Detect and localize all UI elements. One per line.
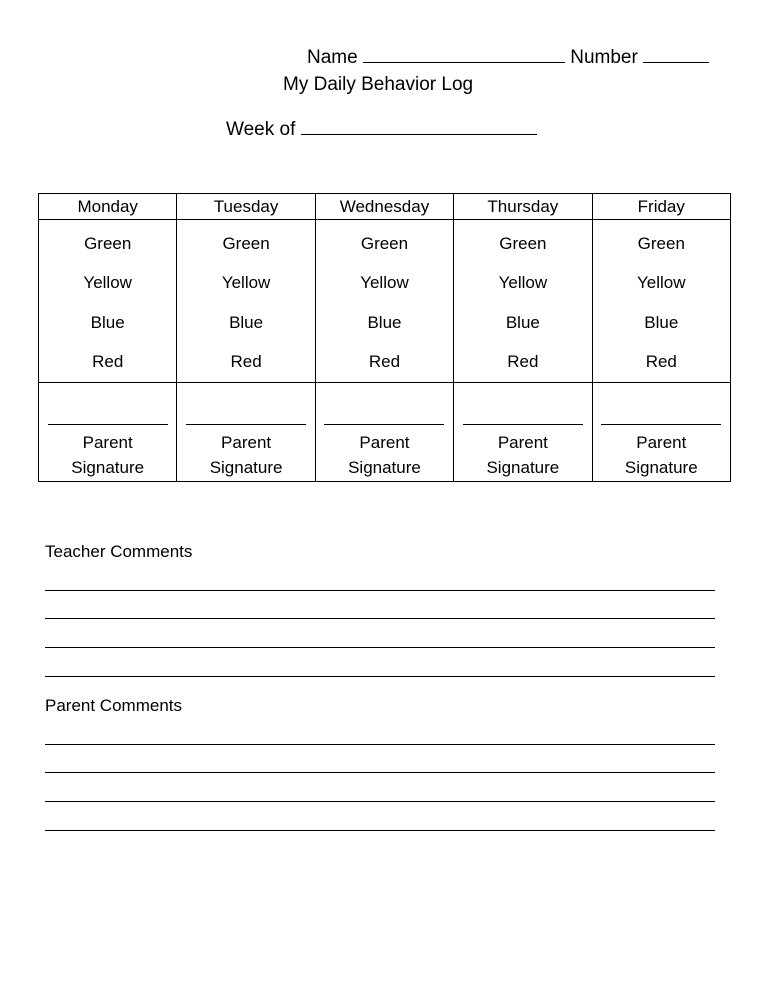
color-option-yellow[interactable]: Yellow [83, 273, 132, 293]
parent-comment-line[interactable] [45, 744, 715, 745]
color-option-green[interactable]: Green [499, 234, 547, 253]
color-option-blue[interactable]: Blue [229, 312, 264, 332]
color-option-blue[interactable]: Blue [367, 312, 402, 332]
color-option-green[interactable]: Green [84, 234, 132, 253]
teacher-comment-line[interactable] [45, 590, 715, 591]
signature-label-parent: Parent [82, 432, 133, 452]
day-color-cell [592, 220, 730, 383]
name-number-line [307, 47, 709, 69]
color-option-yellow[interactable]: Yellow [221, 273, 271, 293]
name-label: Name [307, 47, 358, 68]
color-option-red[interactable]: Red [230, 352, 262, 372]
day-header: Monday [39, 194, 177, 220]
color-option-green[interactable]: Green [637, 234, 685, 253]
behavior-log-table [38, 193, 731, 482]
number-field[interactable] [643, 47, 709, 63]
color-option-yellow[interactable]: Yellow [360, 273, 409, 293]
week-field[interactable] [301, 119, 537, 135]
signature-label-parent: Parent [636, 432, 687, 452]
signature-label-parent: Parent [359, 432, 410, 452]
signature-field[interactable] [463, 424, 583, 425]
signature-label-signature: Signature [624, 457, 698, 477]
day-header: Tuesday [177, 194, 315, 220]
number-label: Number [570, 47, 638, 68]
color-option-blue[interactable]: Blue [90, 312, 125, 332]
teacher-comments-label: Teacher Comments [45, 542, 193, 561]
signature-label-signature: Signature [71, 457, 145, 477]
signature-row [39, 382, 731, 481]
signature-field[interactable] [324, 424, 444, 425]
color-option-yellow[interactable]: Yellow [637, 273, 686, 293]
day-color-cell [39, 220, 177, 383]
parent-comment-line[interactable] [45, 801, 715, 802]
day-color-cell [177, 220, 315, 383]
color-option-yellow[interactable]: Yellow [498, 273, 548, 293]
color-option-blue[interactable]: Blue [644, 312, 679, 332]
color-option-green[interactable]: Green [360, 234, 409, 253]
signature-cell [177, 382, 315, 481]
signature-field[interactable] [601, 424, 721, 425]
color-option-red[interactable]: Red [368, 352, 401, 372]
day-header: Thursday [454, 194, 592, 220]
color-options-row [39, 220, 731, 383]
parent-comment-line[interactable] [45, 830, 715, 831]
day-header: Friday [592, 194, 730, 220]
signature-cell [592, 382, 730, 481]
signature-label-parent: Parent [497, 432, 548, 452]
day-header: Wednesday [315, 194, 453, 220]
signature-label-parent: Parent [221, 432, 272, 452]
day-header-row [39, 194, 731, 220]
color-option-red[interactable]: Red [645, 352, 677, 372]
week-label: Week of [226, 119, 296, 140]
page-title: My Daily Behavior Log [283, 74, 474, 95]
signature-field[interactable] [48, 424, 168, 425]
teacher-comment-line[interactable] [45, 618, 715, 619]
signature-cell [315, 382, 453, 481]
signature-cell [454, 382, 592, 481]
color-option-red[interactable]: Red [92, 352, 124, 372]
signature-cell [39, 382, 177, 481]
signature-label-signature: Signature [348, 457, 421, 477]
signature-label-signature: Signature [486, 457, 560, 477]
color-option-blue[interactable]: Blue [505, 312, 540, 332]
parent-comment-line[interactable] [45, 772, 715, 773]
color-option-red[interactable]: Red [507, 352, 539, 372]
parent-comments-label: Parent Comments [45, 696, 182, 715]
signature-label-signature: Signature [209, 457, 283, 477]
week-line [226, 119, 537, 141]
signature-field[interactable] [186, 424, 306, 425]
day-color-cell [454, 220, 592, 383]
name-field[interactable] [363, 47, 565, 63]
teacher-comment-line[interactable] [45, 676, 715, 677]
teacher-comment-line[interactable] [45, 647, 715, 648]
day-color-cell [315, 220, 453, 383]
color-option-green[interactable]: Green [222, 234, 270, 253]
